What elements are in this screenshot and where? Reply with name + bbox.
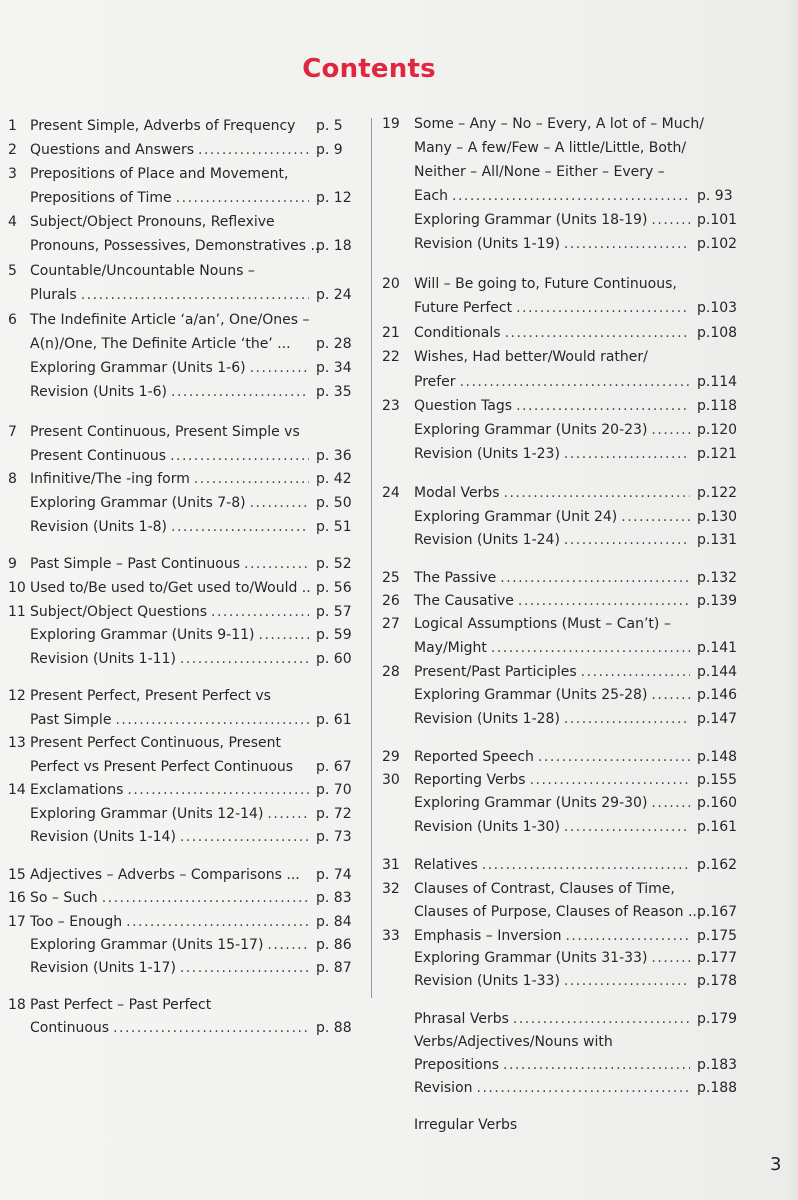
unit-number: 25 (382, 570, 400, 586)
unit-number: 11 (8, 604, 26, 620)
page-reference: p.144 (697, 664, 738, 680)
page-number: 3 (770, 1154, 782, 1175)
entry-title: Exploring Grammar (Units 15-17) (30, 937, 264, 953)
entry-title: Relatives (414, 857, 478, 873)
entry-title: Exploring Grammar (Units 7-8) (30, 495, 246, 511)
page-reference: p.147 (697, 711, 738, 727)
toc-entry (0, 482, 798, 504)
dot-leader (564, 233, 690, 255)
toc-entry (0, 1114, 798, 1136)
page-reference: p. 88 (316, 1020, 352, 1036)
dot-leader (581, 661, 690, 683)
unit-number: 31 (382, 857, 400, 873)
unit-number: 16 (8, 890, 26, 906)
entry-title: Neither – All/None – Either – Every – (414, 164, 665, 180)
unit-number: 28 (382, 664, 400, 680)
entry-title: Emphasis – Inversion (414, 928, 562, 944)
page-reference: p.167 (697, 904, 738, 920)
entry-title: Used to/Be used to/Get used to/Would .. (30, 580, 311, 596)
page-reference: p.175 (697, 928, 738, 944)
unit-number: 24 (382, 485, 400, 501)
entry-title: Prepositions (414, 1057, 500, 1073)
entry-title: So – Such (30, 890, 98, 906)
entry-title: Exploring Grammar (Units 1-6) (30, 360, 246, 376)
toc-entry (0, 925, 798, 947)
page-reference: p. 86 (316, 937, 352, 953)
entry-title: Question Tags (414, 398, 513, 414)
page-reference: p. 70 (316, 782, 352, 798)
dot-leader (500, 567, 690, 589)
dot-leader (513, 1008, 690, 1030)
page-reference: p. 57 (316, 604, 352, 620)
entry-title: Exploring Grammar (Units 9-11) (30, 627, 255, 643)
entry-title: Revision (Units 1-14) (30, 829, 176, 845)
entry-title: Revision (Units 1-30) (414, 819, 560, 835)
entry-title: The Causative (414, 593, 514, 609)
unit-number: 29 (382, 749, 400, 765)
toc-entry (0, 1077, 798, 1099)
entry-title: Present Perfect Continuous, Present (30, 735, 281, 751)
page-reference: p. 67 (316, 759, 352, 775)
unit-number: 17 (8, 914, 26, 930)
entry-title: Revision (Units 1-8) (30, 519, 167, 535)
toc-entry (0, 1008, 798, 1030)
unit-number: 22 (382, 349, 400, 365)
unit-number: 7 (8, 424, 17, 440)
entry-title: Questions and Answers (30, 142, 195, 158)
page-reference: p.177 (697, 950, 738, 966)
page-reference: p. 12 (316, 190, 352, 206)
entry-title: Clauses of Contrast, Clauses of Time, (414, 881, 675, 897)
page-reference: p. 56 (316, 580, 352, 596)
dot-leader (452, 185, 690, 207)
page-reference: p. 34 (316, 360, 352, 376)
unit-number: 20 (382, 276, 400, 292)
entry-title: Prepositions of Place and Movement, (30, 166, 289, 182)
toc-entry (0, 185, 798, 207)
entry-title: Revision (Units 1-19) (414, 236, 560, 252)
page-reference: p.131 (697, 532, 738, 548)
entry-title: Exploring Grammar (Units 25-28) (414, 687, 648, 703)
entry-title: Exploring Grammar (Units 12-14) (30, 806, 264, 822)
entry-title: Will – Be going to, Future Continuous, (414, 276, 677, 292)
toc-entry (0, 529, 798, 551)
dot-leader (482, 854, 690, 876)
dot-leader (538, 746, 690, 768)
page-reference: p.179 (697, 1011, 738, 1027)
entry-title: Clauses of Purpose, Clauses of Reason ... (414, 904, 702, 920)
entry-title: Some – Any – No – Every, A lot of – Much/ (414, 116, 704, 132)
entry-title: Subject/Object Questions (30, 604, 208, 620)
toc-entry (0, 816, 798, 838)
unit-number: 14 (8, 782, 26, 798)
entry-title: Revision (Units 1-28) (414, 711, 560, 727)
page-reference: p.148 (697, 749, 738, 765)
dot-leader (491, 637, 690, 659)
page-reference: p.101 (697, 212, 738, 228)
unit-number: 9 (8, 556, 17, 572)
dot-leader (460, 371, 690, 393)
entry-title: Past Simple – Past Continuous (30, 556, 241, 572)
unit-number: 6 (8, 312, 17, 328)
dot-leader (565, 925, 690, 947)
entry-title: Phrasal Verbs (414, 1011, 509, 1027)
entry-title: The Indefinite Article ‘a/an’, One/Ones – (30, 312, 310, 328)
page-reference: p. 60 (316, 651, 352, 667)
entry-title: Revision (Units 1-17) (30, 960, 176, 976)
dot-leader (564, 529, 690, 551)
page-reference: p.162 (697, 857, 738, 873)
toc-entry (0, 137, 798, 159)
entry-title: Revision (Units 1-11) (30, 651, 176, 667)
unit-number: 27 (382, 616, 400, 632)
page-reference: p. 74 (316, 867, 352, 883)
page-reference: p.130 (697, 509, 738, 525)
page-reference: p.120 (697, 422, 738, 438)
unit-number: 13 (8, 735, 26, 751)
entry-title: Future Perfect (414, 300, 513, 316)
unit-number: 19 (382, 116, 400, 132)
toc-entry (0, 443, 798, 465)
page-reference: p.108 (697, 325, 738, 341)
page-reference: p.146 (697, 687, 738, 703)
page-reference: p.103 (697, 300, 738, 316)
dot-leader (530, 769, 690, 791)
dot-leader (651, 684, 690, 706)
entry-title: Continuous (30, 1020, 110, 1036)
entry-title: Infinitive/The -ing form (30, 471, 190, 487)
page-reference: p.122 (697, 485, 738, 501)
entry-title: Conditionals (414, 325, 501, 341)
entry-title: Exploring Grammar (Units 20-23) (414, 422, 648, 438)
entry-title: Wishes, Had better/Would rather/ (414, 349, 648, 365)
dot-leader (564, 443, 690, 465)
toc-entry (0, 233, 798, 255)
page-reference: p. 42 (316, 471, 352, 487)
entry-title: Many – A few/Few – A little/Little, Both/ (414, 140, 687, 156)
page-reference: p. 9 (316, 142, 343, 158)
toc-entry (0, 1054, 798, 1076)
entry-title: Exploring Grammar (Units 31-33) (414, 950, 648, 966)
entry-title: Exploring Grammar (Units 18-19) (414, 212, 648, 228)
dot-leader (651, 209, 690, 231)
unit-number: 3 (8, 166, 17, 182)
entry-title: Reported Speech (414, 749, 534, 765)
page-reference: p.141 (697, 640, 738, 656)
page-reference: p.139 (697, 593, 738, 609)
entry-title: Plurals (30, 287, 77, 303)
toc-entry (0, 637, 798, 659)
toc-entry (0, 661, 798, 683)
entry-title: Present/Past Participles (414, 664, 577, 680)
entry-title: Perfect vs Present Perfect Continuous (30, 759, 294, 775)
unit-number: 15 (8, 867, 26, 883)
entry-title: Reporting Verbs (414, 772, 526, 788)
entry-title: Exclamations (30, 782, 124, 798)
entry-title: Revision (Units 1-23) (414, 446, 560, 462)
page-reference: p. 24 (316, 287, 352, 303)
entry-title: Pronouns, Possessives, Demonstratives .. (30, 238, 320, 254)
page-reference: p. 73 (316, 829, 352, 845)
page-reference: p.118 (697, 398, 738, 414)
unit-number: 33 (382, 928, 400, 944)
toc-entry (0, 947, 798, 969)
dot-leader (651, 947, 690, 969)
toc-entry (0, 567, 798, 589)
entry-title: Present Perfect, Present Perfect vs (30, 688, 271, 704)
entry-title: Verbs/Adjectives/Nouns with (414, 1034, 613, 1050)
toc-entry (0, 371, 798, 393)
unit-number: 30 (382, 772, 400, 788)
entry-title: Present Continuous, Present Simple vs (30, 424, 300, 440)
entry-title: Each (414, 188, 448, 204)
page-reference: p. 51 (316, 519, 352, 535)
page-reference: p.155 (697, 772, 738, 788)
entry-title: Present Continuous (30, 448, 167, 464)
entry-title: Exploring Grammar (Unit 24) (414, 509, 618, 525)
page-reference: p.121 (697, 446, 738, 462)
unit-number: 8 (8, 471, 17, 487)
toc-entry (0, 161, 798, 183)
page-reference: p. 72 (316, 806, 352, 822)
unit-number: 32 (382, 881, 400, 897)
entry-title: Irregular Verbs (414, 1117, 518, 1133)
dot-leader (516, 297, 690, 319)
entry-title: Revision (414, 1080, 473, 1096)
toc-entry (0, 684, 798, 706)
dot-leader (516, 395, 690, 417)
dot-leader (503, 1054, 690, 1076)
dot-leader (621, 506, 690, 528)
unit-number: 10 (8, 580, 26, 596)
page-reference: p. 28 (316, 336, 352, 352)
page-reference: p.102 (697, 236, 738, 252)
page-title: Contents (302, 54, 436, 84)
unit-number: 18 (8, 997, 26, 1013)
toc-entry (0, 613, 798, 635)
toc-entry (0, 506, 798, 528)
toc-entry (0, 708, 798, 730)
dot-leader (505, 322, 690, 344)
toc-entry (0, 419, 798, 441)
page-reference: p. 5 (316, 118, 343, 134)
page-reference: p. 84 (316, 914, 352, 930)
unit-number: 21 (382, 325, 400, 341)
unit-number: 2 (8, 142, 17, 158)
entry-title: Subject/Object Pronouns, Reflexive (30, 214, 275, 230)
unit-number: 23 (382, 398, 400, 414)
dot-leader (651, 419, 690, 441)
page-reference: p. 93 (697, 188, 733, 204)
dot-leader (564, 708, 690, 730)
page-reference: p. 36 (316, 448, 352, 464)
page-reference: p. 50 (316, 495, 352, 511)
entry-title: May/Might (414, 640, 487, 656)
entry-title: Adjectives – Adverbs – Comparisons ... (30, 867, 300, 883)
page-reference: p. 35 (316, 384, 352, 400)
toc-entry (0, 322, 798, 344)
toc-entry (0, 209, 798, 231)
entry-title: The Passive (414, 570, 497, 586)
unit-number: 12 (8, 688, 26, 704)
toc-entry (0, 878, 798, 900)
page-reference: p. 61 (316, 712, 352, 728)
page-reference: p.183 (697, 1057, 738, 1073)
dot-leader (564, 970, 690, 992)
page-reference: p. 52 (316, 556, 352, 572)
toc-entry (0, 769, 798, 791)
toc-entry (0, 113, 798, 135)
toc-entry (0, 970, 798, 992)
entry-title: Prefer (414, 374, 456, 390)
toc-entry (0, 854, 798, 876)
unit-number: 4 (8, 214, 17, 230)
toc-entry (0, 395, 798, 417)
entry-title: Modal Verbs (414, 485, 500, 501)
page-reference: p.188 (697, 1080, 738, 1096)
entry-title: Revision (Units 1-24) (414, 532, 560, 548)
unit-number: 1 (8, 118, 17, 134)
entry-title: A(n)/One, The Definite Article ‘the’ ... (30, 336, 291, 352)
toc-entry (0, 792, 798, 814)
dot-leader (564, 816, 690, 838)
dot-leader (504, 482, 691, 504)
page-reference: p.132 (697, 570, 738, 586)
entry-title: Logical Assumptions (Must – Can’t) – (414, 616, 671, 632)
toc-entry (0, 273, 798, 295)
entry-title: Too – Enough (30, 914, 123, 930)
toc-entry (0, 1031, 798, 1053)
entry-title: Revision (Units 1-6) (30, 384, 167, 400)
toc-entry (0, 746, 798, 768)
toc-entry (0, 346, 798, 368)
dot-leader (518, 590, 690, 612)
dot-leader (477, 1077, 690, 1099)
page-reference: p.114 (697, 374, 738, 390)
toc-entry (0, 901, 798, 923)
entry-title: Revision (Units 1-33) (414, 973, 560, 989)
dot-leader (651, 792, 690, 814)
entry-title: Countable/Uncountable Nouns – (30, 263, 255, 279)
entry-title: Present Simple, Adverbs of Frequency (30, 118, 296, 134)
entry-title: Past Perfect – Past Perfect (30, 997, 212, 1013)
entry-title: Prepositions of Time (30, 190, 172, 206)
unit-number: 5 (8, 263, 17, 279)
toc-entry (0, 297, 798, 319)
page-reference: p.178 (697, 973, 738, 989)
page-reference: p.161 (697, 819, 738, 835)
entry-title: Exploring Grammar (Units 29-30) (414, 795, 648, 811)
page-reference: p. 87 (316, 960, 352, 976)
unit-number: 26 (382, 593, 400, 609)
page-reference: p.160 (697, 795, 738, 811)
toc-entry (0, 590, 798, 612)
entry-title: Past Simple (30, 712, 112, 728)
page-reference: p. 18 (316, 238, 352, 254)
page-reference: p. 83 (316, 890, 352, 906)
page-reference: p. 59 (316, 627, 352, 643)
